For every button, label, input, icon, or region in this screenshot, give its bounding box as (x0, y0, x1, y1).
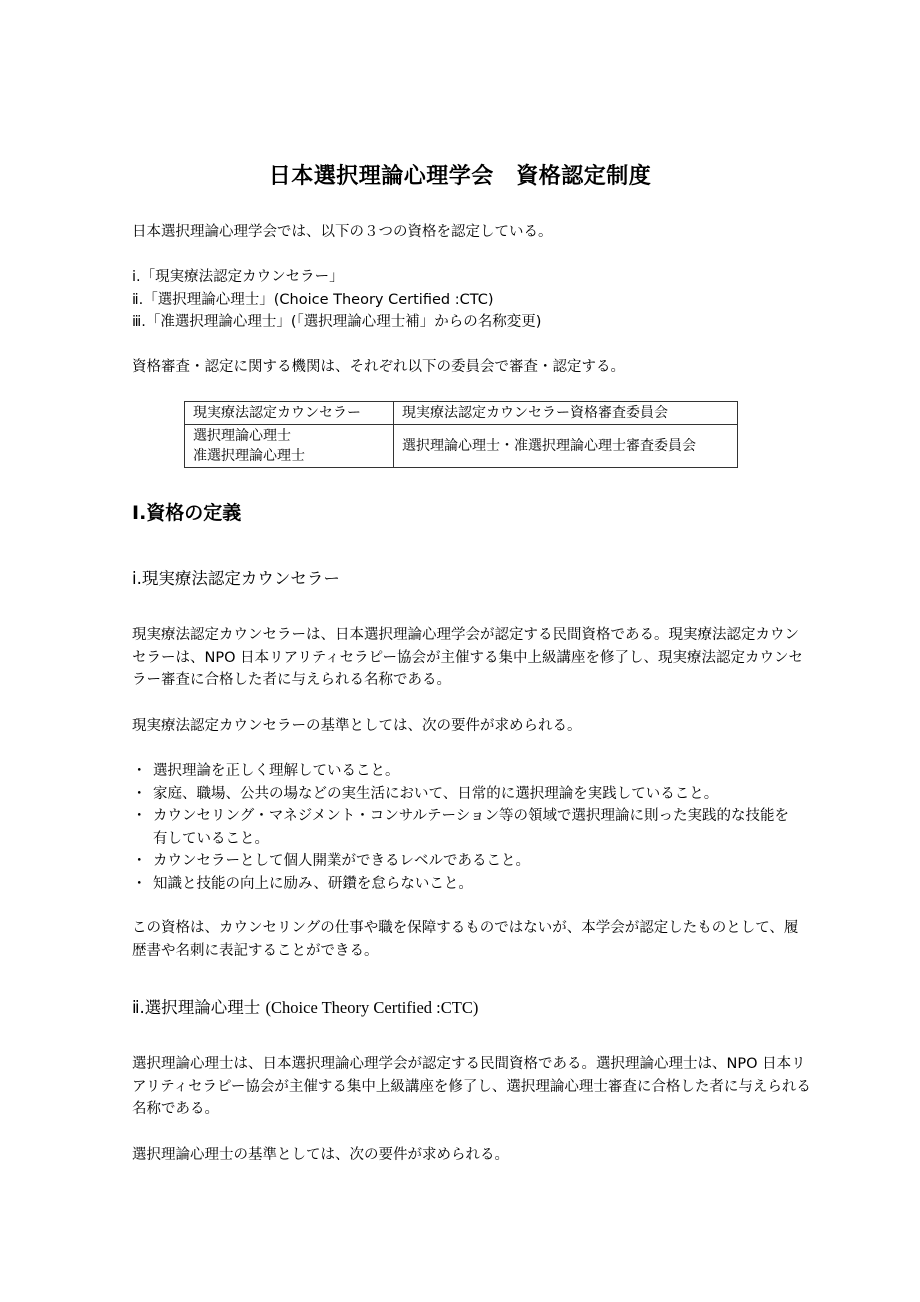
list-item-text: カウンセリング・マネジメント・コンサルテーション等の領域で選択理論に則った実践的な技能を有していること。 (153, 808, 789, 847)
bullet-icon: ・ (132, 875, 147, 892)
list-item (132, 760, 802, 783)
list-item (132, 805, 802, 850)
criteria-list (132, 760, 802, 895)
list-item (132, 850, 802, 873)
table-row (185, 425, 738, 468)
qualification-list (132, 266, 812, 334)
subsection-heading-main: ⅱ.選択理論心理士 (132, 998, 261, 1017)
table-cell-qualification: 現実療法認定カウンセラー (185, 402, 394, 425)
criteria-intro: 現実療法認定カウンセラーの基準としては、次の要件が求められる。 (132, 718, 582, 734)
committee-table (184, 401, 738, 468)
qualification-item: ⅰ.「現実療法認定カウンセラー」 (132, 269, 344, 285)
document-title: 日本選択理論心理学会 資格認定制度 (268, 164, 652, 189)
list-item (132, 783, 802, 806)
closing-paragraph: この資格は、カウンセリングの仕事や職を保障するものではないが、本学会が認定したものとして、履歴書や名刺に表記することができる。 (132, 920, 799, 959)
list-item (132, 873, 802, 896)
list-item-text: 選択理論を正しく理解していること。 (153, 763, 400, 779)
intro-text: 日本選択理論心理学会では、以下の３つの資格を認定している。 (132, 224, 553, 240)
bullet-icon: ・ (132, 808, 147, 824)
section-heading: Ⅰ.資格の定義 (132, 502, 242, 524)
table-cell-line: 選択理論心理士 (193, 428, 291, 444)
qualification-item: ⅲ.「准選択理論心理士」(「選択理論心理士補」からの名称変更) (132, 314, 542, 330)
list-item-text: 知識と技能の向上に励み、研鑽を怠らないこと。 (153, 875, 473, 892)
subsection-heading-english: (Choice Theory Certified :CTC) (265, 998, 479, 1017)
table-cell-qualification (185, 425, 394, 468)
list-item-text: 家庭、職場、公共の場などの実生活において、日常的に選択理論を実践していること。 (153, 785, 719, 802)
criteria-intro: 選択理論心理士の基準としては、次の要件が求められる。 (132, 1147, 509, 1163)
committee-intro: 資格審査・認定に関する機関は、それぞれ以下の委員会で審査・認定する。 (132, 359, 625, 375)
paragraph: 選択理論心理士は、日本選択理論心理学会が認定する民間資格である。選択理論心理士は、NPO 日本リアリティセラピー協会が主催する集中上級講座を修了し、選択理論心理士審査に合格した者に与えられる名称である。 (132, 1056, 811, 1117)
qualification-item: ⅱ.「選択理論心理士」(Choice Theory Certified :CTC) (132, 291, 494, 308)
bullet-icon: ・ (132, 785, 147, 802)
paragraph: 現実療法認定カウンセラーは、日本選択理論心理学会が認定する民間資格である。現実療法認定カウンセラーは、NPO 日本リアリティセラピー協会が主催する集中上級講座を修了し、現実療法認定カウンセラー審査に合格した者に与えられる名称である。 (132, 627, 803, 688)
table-cell-committee: 選択理論心理士・准選択理論心理士審査委員会 (394, 425, 738, 468)
bullet-icon: ・ (132, 763, 147, 779)
bullet-icon: ・ (132, 853, 147, 869)
subsection-heading (132, 995, 478, 1021)
subsection-heading: ⅰ.現実療法認定カウンセラー (132, 569, 340, 588)
list-item-text: カウンセラーとして個人開業ができるレベルであること。 (153, 853, 530, 869)
table-cell-line: 准選択理論心理士 (193, 448, 305, 464)
table-row (185, 402, 738, 425)
table-cell-committee: 現実療法認定カウンセラー資格審査委員会 (394, 402, 738, 425)
